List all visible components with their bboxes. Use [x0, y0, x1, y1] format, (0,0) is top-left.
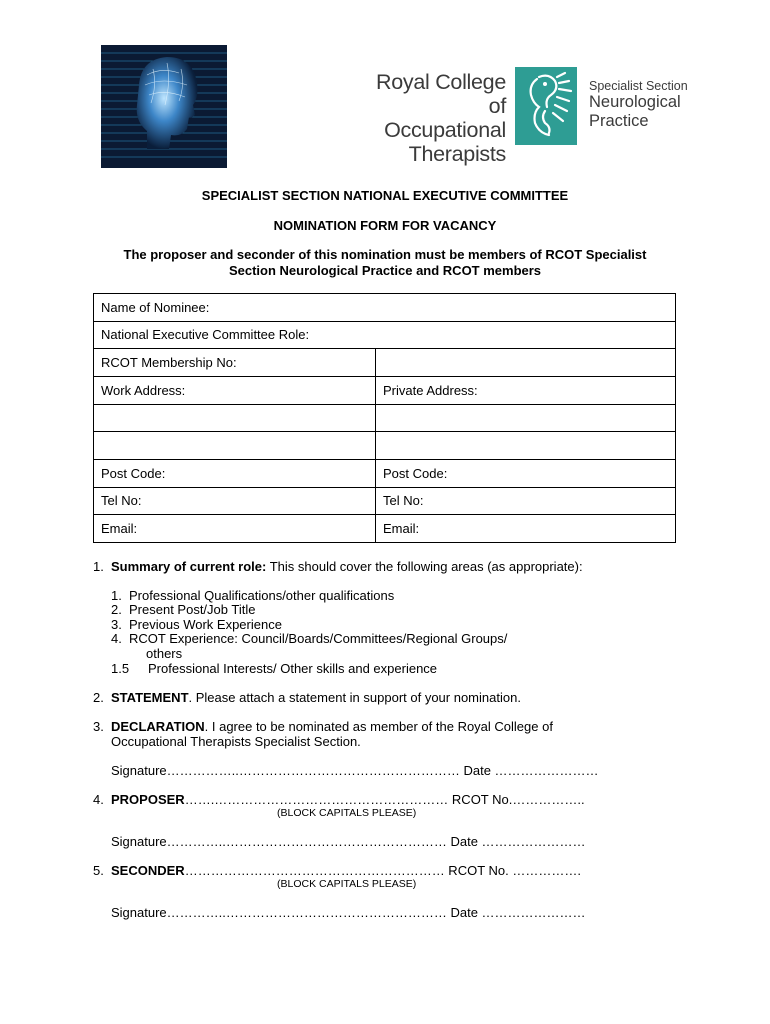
list-item: Previous Work Experience — [129, 617, 282, 632]
table-row — [94, 349, 676, 377]
list-item: Professional Qualifications/other qualifications — [129, 588, 395, 603]
brain-illustration — [101, 45, 227, 168]
section-2-statement — [111, 690, 521, 705]
work-address-line-3[interactable] — [94, 432, 376, 460]
rcot-emblem-icon — [515, 67, 577, 145]
private-email-field[interactable]: Email: — [376, 515, 676, 543]
membership-no-field[interactable] — [376, 349, 676, 377]
declaration-line-2: Occupational Therapists Specialist Section. — [111, 734, 361, 749]
form-intro — [80, 247, 690, 279]
section-5-number: 5. — [93, 863, 104, 878]
seconder-line[interactable] — [111, 863, 581, 878]
intro-line-1: The proposer and seconder of this nomination must be members of RCOT Specialist — [123, 247, 647, 262]
specialist-line-1: Specialist Section — [589, 79, 688, 93]
logo-line-1: Royal College of — [376, 70, 506, 118]
specialist-section-label — [589, 79, 719, 131]
proposer-dots: …….……………………………………………… RCOT No.…………….. — [184, 792, 585, 807]
seconder-bold: SECONDER — [111, 863, 185, 878]
list-item: RCOT Experience: Council/Boards/Committees/Regional Groups/ — [129, 631, 508, 646]
section-3-number: 3. — [93, 719, 104, 734]
block-capitals-note: (BLOCK CAPITALS PLEASE) — [277, 878, 417, 890]
specialist-line-3: Practice — [589, 112, 649, 130]
list-item-number: 2. — [111, 602, 122, 617]
list-item-number: 1. — [111, 588, 122, 603]
block-capitals-note: (BLOCK CAPITALS PLEASE) — [277, 807, 417, 819]
table-row — [94, 515, 676, 543]
private-post-code-field[interactable]: Post Code: — [376, 459, 676, 487]
proposer-signature-line[interactable]: Signature…………..…………………………………………… Date …………………… — [111, 834, 586, 849]
list-item-number: 4. — [111, 631, 122, 646]
seconder-dots: …………………………………………………… RCOT No. ……………. — [184, 863, 581, 878]
section-3-declaration — [111, 719, 553, 734]
section-2-number: 2. — [93, 690, 104, 705]
private-address-field[interactable]: Private Address: — [376, 376, 676, 404]
logo-line-3: Therapists — [408, 142, 506, 166]
membership-no-label: RCOT Membership No: — [94, 349, 376, 377]
statement-text: . Please attach a statement in support of your nomination. — [188, 690, 521, 705]
proposer-line[interactable] — [111, 792, 585, 807]
specialist-line-2: Neurological — [589, 93, 681, 111]
list-item: Present Post/Job Title — [129, 602, 256, 617]
section-4-number: 4. — [93, 792, 104, 807]
intro-line-2: Section Neurological Practice and RCOT members — [228, 263, 542, 278]
private-address-line-2[interactable] — [376, 404, 676, 432]
declaration-bold: DECLARATION — [111, 719, 205, 734]
name-of-nominee-field[interactable]: Name of Nominee: — [94, 294, 676, 322]
statement-bold: STATEMENT — [111, 690, 189, 705]
section-1-heading — [111, 559, 583, 574]
section-1-bold: Summary of current role: — [111, 559, 267, 574]
form-subtitle: NOMINATION FORM FOR VACANCY — [273, 218, 497, 233]
section-1-text: This should cover the following areas (as appropriate): — [266, 559, 583, 574]
work-email-field[interactable]: Email: — [94, 515, 376, 543]
list-item: Professional Interests/ Other skills and experience — [148, 661, 438, 676]
nominee-details-table — [93, 293, 676, 543]
table-row — [94, 432, 676, 460]
list-item-number: 3. — [111, 617, 122, 632]
declaration-text: . I agree to be nominated as member of the Royal College of — [204, 719, 553, 734]
table-row — [94, 404, 676, 432]
table-row — [94, 321, 676, 349]
work-address-line-2[interactable] — [94, 404, 376, 432]
work-tel-field[interactable]: Tel No: — [94, 487, 376, 515]
seconder-signature-line[interactable]: Signature…………..…………………………………………… Date …………………… — [111, 905, 586, 920]
rcot-logo-text — [354, 70, 506, 166]
section-1-number: 1. — [93, 559, 104, 574]
logo-line-2: Occupational — [384, 118, 506, 142]
table-row — [94, 487, 676, 515]
nominee-signature-line[interactable]: Signature……………..…………………………………………… Date …………………… — [111, 763, 599, 778]
form-title: SPECIALIST SECTION NATIONAL EXECUTIVE COMMITTEE — [201, 188, 569, 203]
proposer-bold: PROPOSER — [111, 792, 185, 807]
table-row — [94, 459, 676, 487]
table-row — [94, 294, 676, 322]
private-tel-field[interactable]: Tel No: — [376, 487, 676, 515]
committee-role-field[interactable]: National Executive Committee Role: — [94, 321, 676, 349]
work-post-code-field[interactable]: Post Code: — [94, 459, 376, 487]
list-item-number: 1.5 — [111, 661, 130, 676]
table-row — [94, 376, 676, 404]
work-address-field[interactable]: Work Address: — [94, 376, 376, 404]
list-item-continuation: others — [146, 646, 183, 661]
private-address-line-3[interactable] — [376, 432, 676, 460]
